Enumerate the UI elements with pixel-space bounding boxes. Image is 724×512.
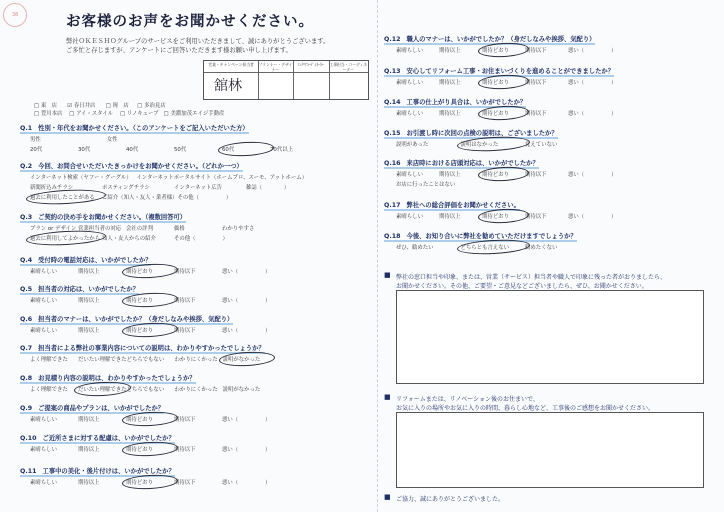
store-tajimi[interactable]: □ 多治見店: [137, 103, 166, 109]
option-row: [30, 193, 249, 201]
question-text: 性別・年代をお聞かせください。（このアンケートをご記入いただいた方）: [38, 125, 249, 132]
question-text: 今後、お知り合いに弊社を勧めていただけますでしょうか？: [406, 233, 577, 240]
answer-option[interactable]: 素晴らしい: [30, 417, 57, 423]
answer-option[interactable]: だいたい理解できた: [78, 357, 127, 363]
question-text: 弊社への総合評価をお聞かせください。: [406, 202, 520, 209]
answer-option[interactable]: 男性: [30, 137, 41, 143]
option-row: [30, 296, 271, 304]
answer-option[interactable]: 説明がなかった: [223, 355, 271, 363]
answer-option[interactable]: 悪い（ ）: [568, 48, 617, 54]
store-istyle[interactable]: □ アイ・スタイル: [69, 111, 114, 117]
answer-option[interactable]: 素晴らしい: [30, 447, 57, 453]
question-number: Q.10: [20, 435, 37, 442]
option-row: [30, 326, 271, 334]
comment1-heading: 弊社の窓口担当や印象、または、営業（サービス）担当者や職人で印象に残った者がおりましたら、: [396, 274, 667, 281]
answer-option[interactable]: わかりやすさ: [222, 226, 255, 232]
question-text: 担当者の対応は、いかがでしたか？: [38, 286, 139, 293]
answer-option[interactable]: 素晴らしい: [30, 480, 57, 486]
store-higashi[interactable]: □ 東 店: [34, 103, 57, 109]
answer-option[interactable]: 勧めたくない: [525, 245, 558, 251]
answer-option[interactable]: 期待どおり: [126, 326, 174, 334]
answer-option[interactable]: インターネット広告: [174, 185, 223, 191]
answer-option[interactable]: 期待以上: [78, 328, 100, 334]
question-number: Q.5: [20, 286, 33, 293]
store-renocube[interactable]: □ リノキューブ: [120, 111, 159, 117]
answer-option[interactable]: 期待どおり: [126, 267, 174, 275]
option-row: [396, 46, 617, 54]
right-question-3: [384, 97, 526, 106]
answer-option[interactable]: どちらでもない: [126, 357, 165, 363]
left-question-4: [20, 255, 151, 264]
option-row: [396, 180, 461, 188]
option-row: [30, 445, 271, 453]
answer-option[interactable]: 期待以下: [174, 269, 196, 275]
answer-option[interactable]: 期待以下: [174, 328, 196, 334]
answer-option[interactable]: ポスティングチラシ: [102, 185, 150, 191]
answer-option[interactable]: 会社の評判: [126, 226, 153, 232]
question-text: 職人のマナーは、いかがでしたか？（身だしなみや挨拶、気配り）: [406, 36, 596, 43]
answer-option[interactable]: 期待以下: [525, 172, 547, 178]
answer-option[interactable]: 期待どおり: [482, 46, 525, 54]
answer-option[interactable]: 期待どおり: [126, 415, 174, 423]
question-number: Q.18: [384, 233, 401, 240]
question-number: Q.3: [20, 214, 33, 221]
answer-option[interactable]: よく理解できた: [30, 387, 68, 393]
option-row: [396, 170, 617, 178]
option-row: [30, 355, 271, 363]
right-question-1: [384, 34, 595, 43]
answer-option[interactable]: 悪い（ ）: [222, 298, 271, 304]
answer-option[interactable]: 価格: [174, 226, 185, 232]
footer-thanks: ご協力、誠にありがとうございました。: [396, 496, 505, 503]
right-question-6: [384, 200, 520, 209]
answer-option[interactable]: 期待以上: [78, 447, 100, 453]
question-text: 今回、お問合せいただいたきっかけをお聞かせください。（どれか一つ）: [38, 163, 243, 170]
question-number: Q.4: [20, 257, 33, 264]
staff-col-planner: プランナー・デザイナー: [258, 62, 293, 72]
answer-option[interactable]: 期待どおり: [482, 212, 525, 220]
answer-option[interactable]: 期待どおり: [126, 296, 174, 304]
question-text: 担当者による弊社の事業内容についての説明は、わかりやすかったでしょうか？: [38, 345, 265, 352]
option-row: [30, 478, 271, 486]
option-row: [396, 109, 617, 117]
answer-option[interactable]: プラン or デザイン: [30, 226, 77, 232]
question-text: ご近所さまに対する配慮は、いかがでしたか？: [42, 435, 175, 442]
question-number: Q.14: [384, 99, 401, 106]
answer-option[interactable]: 期待以上: [78, 480, 100, 486]
intro-line-1: 弊社ＯＫＥＳＨＯグループのサービスをご利用いただきまして、誠にありがとうございます。: [66, 38, 330, 45]
answer-option[interactable]: 期待以下: [174, 298, 196, 304]
question-text: 工事中の美化・後片付けは、いかがでしたか？: [42, 468, 175, 475]
question-number: Q.2: [20, 163, 33, 170]
question-text: ご提案の商品やプランは、いかがでしたか？: [38, 405, 165, 412]
comment2-heading-2: お気に入りの場所やお気に入りの時間、暮らし心地など、工事後のご感想をお聞かせください。: [396, 405, 655, 412]
answer-option[interactable]: だいたい理解できた: [78, 387, 127, 393]
answer-option[interactable]: 知人・友人からの紹介: [102, 236, 156, 242]
answer-option[interactable]: インターネット検索（ヤフー・グーグル）: [30, 175, 132, 181]
answer-option[interactable]: その他（ ）: [174, 236, 228, 242]
answer-option[interactable]: ぜひ、勧めたい: [396, 245, 434, 251]
question-number: Q.7: [20, 345, 33, 352]
right-question-2: [384, 66, 614, 75]
question-text: 安心してリフォーム工事・お住まいづくりを進めることができましたか？: [406, 68, 614, 75]
option-row: [396, 140, 590, 148]
question-number: Q.15: [384, 130, 401, 137]
answer-option[interactable]: 悪い（ ）: [222, 447, 271, 453]
answer-option[interactable]: よく理解できた: [30, 357, 68, 363]
answer-option[interactable]: 期待以上: [78, 269, 100, 275]
column-divider: [377, 0, 378, 512]
left-question-11: [20, 466, 175, 475]
option-row: [30, 173, 316, 181]
option-row: [30, 385, 271, 393]
answer-option[interactable]: 期待以上: [78, 298, 100, 304]
option-row: [30, 145, 318, 153]
intro-line-2: ご多忙と存じますが、アンケートにご回答いただきます様お願い申し上げます。: [66, 47, 292, 54]
question-number: Q.8: [20, 375, 33, 382]
option-row: [396, 78, 617, 86]
answer-option[interactable]: 悪い（ ）: [222, 269, 271, 275]
answer-option[interactable]: 悪い（ ）: [222, 328, 271, 334]
answer-option[interactable]: 悪い（ ）: [222, 417, 271, 423]
answer-option[interactable]: 期待以上: [439, 48, 461, 54]
answer-option[interactable]: 新聞折込みチラシ: [30, 185, 74, 191]
answer-option[interactable]: 雑誌（ ）: [246, 185, 290, 191]
answer-option[interactable]: 素晴らしい: [396, 214, 423, 220]
answer-option[interactable]: 悪い（ ）: [222, 480, 271, 486]
answer-option[interactable]: 期待以下: [525, 214, 547, 220]
comment1-textarea[interactable]: [396, 290, 704, 384]
answer-option[interactable]: 悪い（ ）: [568, 80, 617, 86]
answer-option[interactable]: 期待どおり: [482, 109, 525, 117]
staff-col-construction: 工事担当・コーディネーター: [329, 62, 368, 72]
left-question-9: [20, 403, 164, 412]
staff-signature: 舘林: [214, 78, 242, 94]
answer-option[interactable]: 40代: [126, 147, 139, 153]
option-row: [396, 243, 590, 251]
answer-option[interactable]: 素晴らしい: [30, 328, 57, 334]
answer-option[interactable]: 素晴らしい: [396, 80, 423, 86]
answer-option[interactable]: 期待以下: [174, 417, 196, 423]
answer-option[interactable]: 期待どおり: [482, 78, 525, 86]
comment2-textarea[interactable]: [396, 412, 704, 488]
option-row: [30, 267, 271, 275]
answer-option[interactable]: 悪い（ ）: [568, 111, 617, 117]
answer-option[interactable]: 営業担当者の対応: [78, 226, 122, 232]
comment1-bullet-icon: ■: [384, 271, 391, 279]
comment2-heading: リフォームまたは、リノベーション後のお住まいで、: [396, 396, 539, 403]
answer-option[interactable]: 説明があった: [396, 142, 429, 148]
page-title: お客様のお声をお聞かせください。: [66, 14, 314, 30]
answer-option[interactable]: わかりにくかった: [174, 387, 218, 393]
question-number: Q.13: [384, 68, 401, 75]
answer-option[interactable]: 70代以上: [270, 147, 294, 153]
stamp-number: 38: [11, 12, 19, 18]
answer-option[interactable]: どちらとも言えない: [461, 243, 526, 251]
answer-option[interactable]: 期待以上: [439, 214, 461, 220]
answer-option[interactable]: 60代: [222, 145, 270, 153]
right-question-5: [384, 158, 539, 167]
answer-option[interactable]: 期待以下: [174, 480, 196, 486]
left-question-8: [20, 373, 196, 382]
question-text: お引渡し時に次回の点検の説明は、ございましたか？: [406, 130, 558, 137]
question-number: Q.9: [20, 405, 33, 412]
answer-option[interactable]: 説明はなかった: [461, 140, 526, 148]
left-question-5: [20, 284, 139, 293]
answer-option[interactable]: 期待どおり: [126, 445, 174, 453]
left-question-6: [20, 314, 233, 323]
answer-option[interactable]: 過去に利用してよかったから: [30, 236, 101, 242]
question-text: ご契約の決め手をお聞かせください。（複数回答可）: [38, 214, 187, 221]
comment2-bullet-icon: ■: [384, 393, 391, 401]
footer-bullet-icon: ■: [384, 493, 391, 501]
answer-option[interactable]: 悪い（ ）: [568, 214, 617, 220]
answer-option[interactable]: 覚えていない: [525, 142, 558, 148]
answer-option[interactable]: 30代: [78, 147, 91, 153]
answer-option[interactable]: 期待以上: [439, 111, 461, 117]
answer-option[interactable]: 素晴らしい: [30, 298, 57, 304]
left-question-2: [20, 161, 243, 170]
question-text: 来店時における店頭対応は、いかがでしたか？: [406, 160, 539, 167]
answer-option[interactable]: 説明がなかった: [222, 387, 261, 393]
left-question-3: [20, 212, 186, 221]
answer-option[interactable]: ご紹介（知人・友人・業者様）: [102, 195, 178, 201]
answer-option[interactable]: 期待以下: [525, 80, 547, 86]
store-kasugai[interactable]: ☑ 春日井店: [67, 103, 96, 109]
answer-option[interactable]: その他（ ）: [177, 195, 232, 201]
option-row: [396, 212, 617, 220]
store-oka[interactable]: □ 岡 店: [105, 103, 129, 109]
question-text: 担当者のマナーは、いかがでしたか？（身だしなみや挨拶、気配り）: [38, 316, 234, 323]
answer-option[interactable]: 期待以上: [439, 80, 461, 86]
answer-option[interactable]: 期待どおり: [126, 478, 174, 486]
staff-col-sales: 営業・キャンペーン担当者: [208, 62, 254, 67]
question-text: 工事の仕上がり具合は、いかがでしたか？: [406, 99, 527, 106]
store-row-2: [34, 109, 224, 117]
answer-option[interactable]: 女性: [106, 137, 118, 143]
answer-option[interactable]: 期待以下: [174, 447, 196, 453]
answer-option[interactable]: 過去に利用したことがある: [30, 193, 102, 201]
option-row: [30, 415, 271, 423]
right-question-7: [384, 231, 577, 240]
answer-option[interactable]: 50代: [174, 147, 187, 153]
comment1-heading-2: お聞かせください。その他、ご要望・ご意見などございましたら、ぜひ、お聞かせください。: [396, 283, 648, 290]
left-question-7: [20, 343, 265, 352]
answer-option[interactable]: わかりにくかった: [174, 357, 218, 363]
answer-option[interactable]: お店に行ったことはない: [396, 182, 456, 188]
question-number: Q.16: [384, 160, 401, 167]
stamp-icon: [3, 3, 27, 27]
right-question-4: [384, 128, 558, 137]
question-number: Q.6: [20, 316, 33, 323]
question-number: Q.17: [384, 202, 401, 209]
answer-option[interactable]: 期待以下: [525, 48, 547, 54]
answer-option[interactable]: 20代: [30, 147, 43, 153]
answer-option[interactable]: 期待以下: [525, 111, 547, 117]
question-number: Q.1: [20, 125, 33, 132]
left-question-1: [20, 123, 249, 132]
answer-option[interactable]: 期待以上: [439, 172, 461, 178]
answer-option[interactable]: 素晴らしい: [396, 48, 423, 54]
staff-table: [203, 60, 369, 100]
store-minokamo[interactable]: □ 美濃加茂エイジ手動産: [163, 111, 225, 117]
answer-option[interactable]: 期待どおり: [482, 170, 525, 178]
answer-option[interactable]: 素晴らしい: [396, 111, 423, 117]
store-toyokawa[interactable]: □ 豊川本店: [34, 111, 63, 117]
answer-option[interactable]: どちらでもない: [126, 387, 165, 393]
option-row: [30, 234, 246, 242]
question-text: 受付時の電話対応は、いかがでしたか？: [38, 257, 152, 264]
answer-option[interactable]: 期待以上: [78, 417, 100, 423]
question-number: Q.12: [384, 36, 401, 43]
answer-option[interactable]: 素晴らしい: [30, 269, 57, 275]
store-row-1: [34, 101, 166, 109]
question-text: お見積り内容の説明は、わかりやすかったでしょうか？: [38, 375, 196, 382]
answer-option[interactable]: 素晴らしい: [396, 172, 423, 178]
staff-col-interior: ｲﾝﾃﾘｱｺｰﾃﾞｨﾈｰﾀｰ: [297, 62, 324, 67]
question-number: Q.11: [20, 468, 37, 475]
answer-option[interactable]: 悪い（ ）: [568, 172, 617, 178]
answer-option[interactable]: インターネットポータルサイト（ホームプロ、スーモ、アットホーム）: [136, 175, 308, 181]
left-question-10: [20, 433, 175, 442]
option-row: [30, 135, 184, 143]
